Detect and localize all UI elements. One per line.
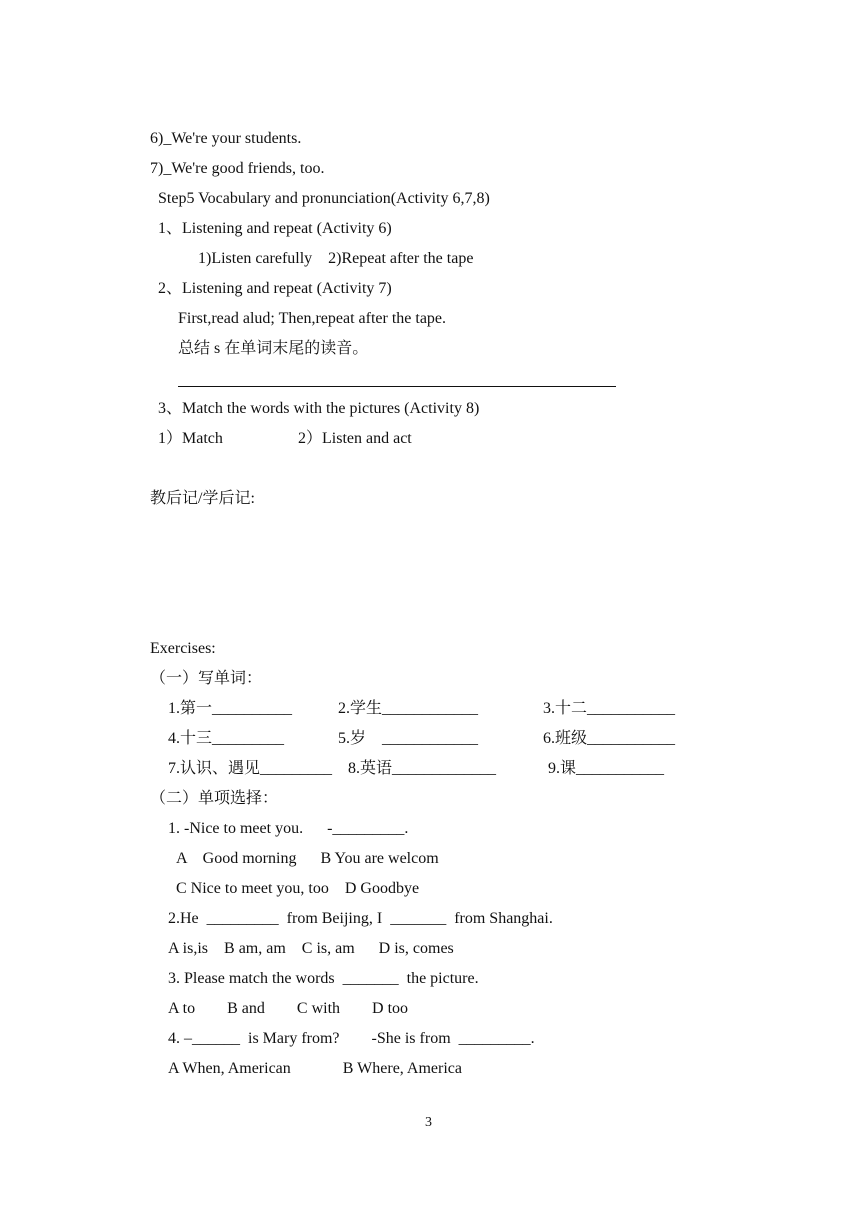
question-3: 3. Please match the words _______ the picture. [168,970,479,987]
question-3-options: A to B and C with D too [168,1000,409,1017]
question-1: 1. -Nice to meet you. -_________. [168,820,409,837]
word-item-6: 6.班级___________ [543,730,676,747]
activity-7-heading: 2、Listening and repeat (Activity 7) [158,280,392,297]
activity-7-instructions: First,read alud; Then,repeat after the tape. [178,310,447,327]
page-number: 3 [425,1115,432,1130]
activity-6-heading: 1、Listening and repeat (Activity 6) [158,220,392,237]
summary-answer-line [178,386,616,387]
activity-8-step-2: 2）Listen and act [298,430,412,447]
question-2-options: A is,is B am, am C is, am D is, comes [168,940,454,957]
word-item-8: 8.英语_____________ [348,760,497,777]
question-2: 2.He _________ from Beijing, I _______ from Shanghai. [168,910,553,927]
word-item-3: 3.十二___________ [543,700,676,717]
step5-heading: Step5 Vocabulary and pronunciation(Activity 6,7,8) [158,190,490,207]
reflection-label: 教后记/学后记: [150,490,255,507]
line-7: 7)_We're good friends, too. [150,160,325,177]
word-item-7: 7.认识、遇见_________ [168,760,333,777]
word-item-4: 4.十三_________ [168,730,285,747]
question-4-options: A When, American B Where, America [168,1060,462,1077]
word-item-9: 9.课___________ [548,760,665,777]
section-1-heading: （一）写单词： [150,670,263,687]
word-item-1: 1.第一__________ [168,700,293,717]
section-2-heading: （二）单项选择： [150,790,279,807]
activity-6-steps: 1)Listen carefully 2)Repeat after the tape [198,250,474,267]
word-item-2: 2.学生____________ [338,700,479,717]
line-6: 6)_We're your students. [150,130,302,147]
question-1-options-a: A Good morning B You are welcom [176,850,439,867]
exercises-heading: Exercises: [150,640,216,657]
question-4: 4. –______ is Mary from? -She is from _________. [168,1030,535,1047]
activity-8-step-1: 1）Match [158,430,223,447]
summary-prompt: 总结 s 在单词末尾的读音。 [178,340,369,357]
word-item-5: 5.岁 ____________ [338,730,479,747]
activity-8-heading: 3、Match the words with the pictures (Activity 8) [158,400,480,417]
question-1-options-b: C Nice to meet you, too D Goodbye [176,880,420,897]
